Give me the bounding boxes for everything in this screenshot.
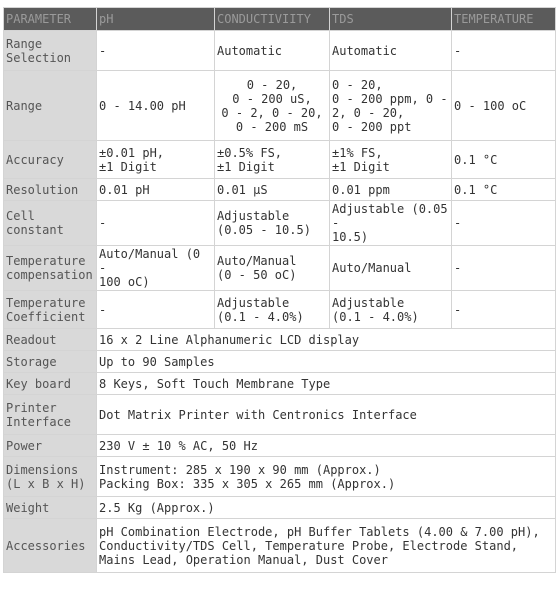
cell-ph: - <box>97 201 215 246</box>
row-value: 230 V ± 10 % AC, 50 Hz <box>97 435 556 457</box>
row-value: Dot Matrix Printer with Centronics Interface <box>97 395 556 435</box>
header-parameter: PARAMETER <box>4 8 97 31</box>
table-row <box>4 395 556 435</box>
row-label: Dimensions (L x B x H) <box>4 457 97 497</box>
table-row <box>4 31 556 71</box>
cell-tds: 0.01 ppm <box>330 179 452 201</box>
table-row <box>4 329 556 351</box>
table-row <box>4 457 556 497</box>
table-row <box>4 141 556 179</box>
cell-conductivity: 0.01 µS <box>215 179 330 201</box>
cell-ph: Auto/Manual (0 - 100 oC) <box>97 246 215 291</box>
cell-conductivity: Adjustable (0.05 - 10.5) <box>215 201 330 246</box>
row-label: Accessories <box>4 519 97 573</box>
table-row <box>4 519 556 573</box>
table-row <box>4 71 556 141</box>
table-row <box>4 201 556 246</box>
row-label: Weight <box>4 497 97 519</box>
header-conductivity: CONDUCTIVIITY <box>215 8 330 31</box>
header-row <box>4 8 556 31</box>
cell-tds: ±1% FS, ±1 Digit <box>330 141 452 179</box>
row-label: Temperature Coefficient <box>4 291 97 329</box>
cell-tds: Adjustable (0.1 - 4.0%) <box>330 291 452 329</box>
cell-tds: Automatic <box>330 31 452 71</box>
cell-temperature: 0.1 °C <box>452 141 556 179</box>
cell-temperature: - <box>452 246 556 291</box>
header-tds: TDS <box>330 8 452 31</box>
row-label: Resolution <box>4 179 97 201</box>
cell-ph: - <box>97 31 215 71</box>
row-value: Up to 90 Samples <box>97 351 556 373</box>
cell-conductivity: Auto/Manual (0 - 50 oC) <box>215 246 330 291</box>
table-row <box>4 351 556 373</box>
cell-conductivity: ±0.5% FS, ±1 Digit <box>215 141 330 179</box>
header-temperature: TEMPERATURE <box>452 8 556 31</box>
cell-temperature: 0 - 100 oC <box>452 71 556 141</box>
row-value: 8 Keys, Soft Touch Membrane Type <box>97 373 556 395</box>
cell-ph: - <box>97 291 215 329</box>
row-label: Printer Interface <box>4 395 97 435</box>
table-row <box>4 373 556 395</box>
row-label: Range <box>4 71 97 141</box>
row-label: Range Selection <box>4 31 97 71</box>
table-row <box>4 246 556 291</box>
table-row <box>4 291 556 329</box>
cell-tds: Auto/Manual <box>330 246 452 291</box>
row-label: Readout <box>4 329 97 351</box>
cell-temperature: - <box>452 291 556 329</box>
cell-temperature: - <box>452 31 556 71</box>
cell-ph: 0.01 pH <box>97 179 215 201</box>
row-value: Instrument: 285 x 190 x 90 mm (Approx.) Packing Box: 335 x 305 x 265 mm (Approx.) <box>97 457 556 497</box>
cell-conductivity: Automatic <box>215 31 330 71</box>
table-row <box>4 497 556 519</box>
row-label: Accuracy <box>4 141 97 179</box>
row-label: Key board <box>4 373 97 395</box>
row-value: 2.5 Kg (Approx.) <box>97 497 556 519</box>
cell-ph: ±0.01 pH, ±1 Digit <box>97 141 215 179</box>
row-value: 16 x 2 Line Alphanumeric LCD display <box>97 329 556 351</box>
row-label: Cell constant <box>4 201 97 246</box>
table-row <box>4 435 556 457</box>
cell-tds: Adjustable (0.05 - 10.5) <box>330 201 452 246</box>
cell-temperature: 0.1 °C <box>452 179 556 201</box>
cell-temperature: - <box>452 201 556 246</box>
header-ph: pH <box>97 8 215 31</box>
cell-ph: 0 - 14.00 pH <box>97 71 215 141</box>
spec-table <box>3 7 556 573</box>
row-value: pH Combination Electrode, pH Buffer Tablets (4.00 & 7.00 pH), Conductivity/TDS Cell, Temperature Probe, Electrode Stand, Mains Lead, Operation Manual, Dust Cover <box>97 519 556 573</box>
row-label: Power <box>4 435 97 457</box>
cell-conductivity: Adjustable (0.1 - 4.0%) <box>215 291 330 329</box>
cell-conductivity: 0 - 20, 0 - 200 uS, 0 - 2, 0 - 20, 0 - 200 mS <box>215 71 330 141</box>
cell-tds: 0 - 20, 0 - 200 ppm, 0 - 2, 0 - 20, 0 - 200 ppt <box>330 71 452 141</box>
row-label: Storage <box>4 351 97 373</box>
table-row <box>4 179 556 201</box>
row-label: Temperature compensation <box>4 246 97 291</box>
